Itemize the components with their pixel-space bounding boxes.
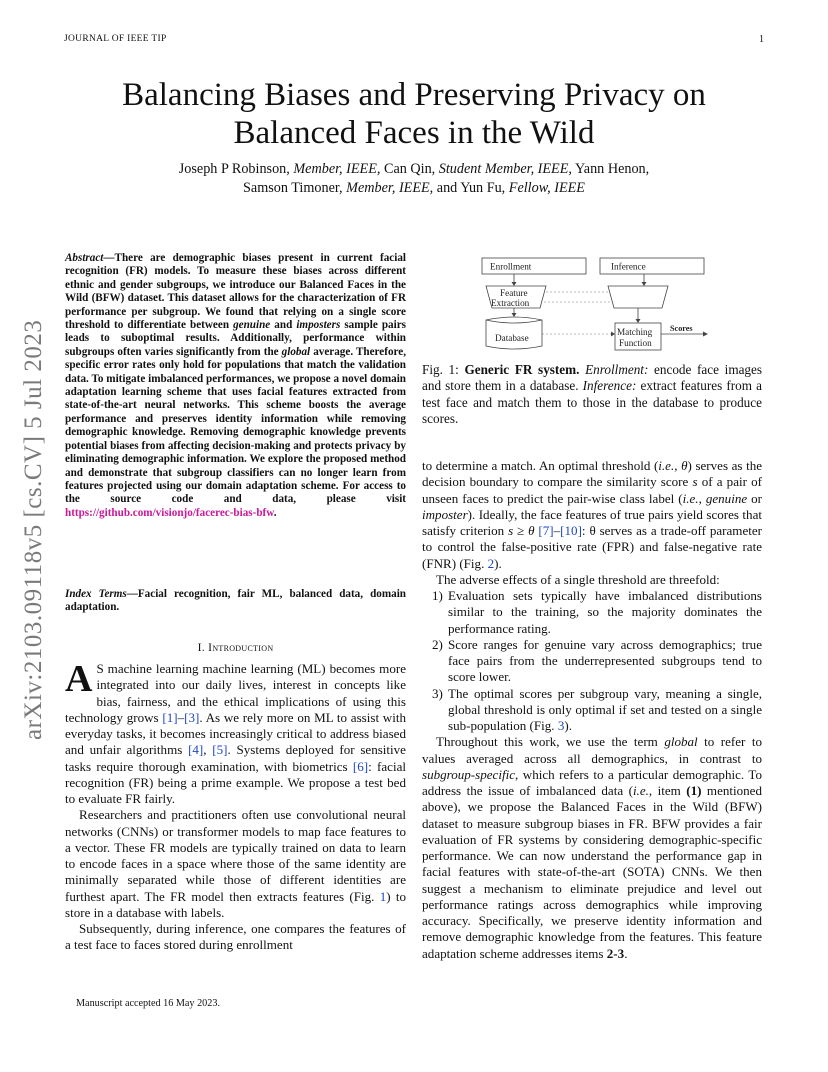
citation-link[interactable]: [7] bbox=[538, 523, 554, 538]
source-code-link[interactable]: https://github.com/visionjo/facerec-bias-bfw bbox=[65, 506, 274, 519]
citation-link[interactable]: [4] bbox=[188, 742, 204, 758]
extraction-label: Extraction bbox=[491, 298, 530, 308]
paper-title bbox=[64, 76, 764, 152]
author-role: Member, IEEE, bbox=[346, 180, 434, 196]
paragraph: A S machine learning machine learning (ML) becomes more integrated into our daily lives, interest in concepts like bias, fairness, and the ethical implications of using this technology grows [1]–[3]. As we rely more on ML to assist with everyday tasks, it becomes increasingly critical to address biased and unfair algorithms [4], [5]. Systems deployed for sensitive tasks require thorough examination, with biometrics [6]: facial recognition (FR) being a prime example. We propose a test bed to evaluate FR fairly. bbox=[65, 658, 407, 806]
figure-caption: Fig. 1: Generic FR system. Enrollment: encode face images and store them in a database. Inference: extract features from a test face and match them to those in the database to produce scores. bbox=[422, 362, 763, 426]
running-head: JOURNAL OF IEEE TIP bbox=[64, 34, 167, 44]
list-item: 2) Score ranges for genuine vary across demographics; true face pairs from the underrepresented subgroups tend to score lower. bbox=[432, 636, 762, 685]
author-role: Student Member, IEEE, bbox=[438, 161, 572, 177]
drop-cap: A bbox=[65, 658, 93, 700]
author-name: Yann Henon, bbox=[574, 161, 650, 177]
paragraph: Throughout this work, we use the term global to refer to values averaged across all demographics, in contrast to subgroup-specific, which refers to a particular demographic. To address the issue of imbalanced data (i.e., item (1) mentioned above), we propose the Balanced Faces in the Wild (BFW) dataset to measure subgroup biases in FR. BFW provides a fair evaluation of FR systems by considering demographic-specific performance. We can now understand the performance gap in facial features with state-of-the-art (SOTA) CNNs. We then suggest a mechanism to eliminate prejudice and level out performance ratings across demographics while improving accuracy. Specifically, we preserve identity information and remove demographic knowledge from the features. This feature adaptation scheme addresses items 2-3. bbox=[422, 734, 762, 961]
inference-label: Inference bbox=[611, 261, 646, 272]
citation-link[interactable]: [10] bbox=[560, 523, 582, 538]
intro-body-left bbox=[65, 658, 407, 954]
arxiv-stamp: arXiv:2103.09118v5 [cs.CV] 5 Jul 2023 bbox=[20, 319, 47, 740]
paragraph: The adverse effects of a single threshold are threefold: bbox=[436, 571, 720, 587]
feature-label: Feature bbox=[500, 288, 528, 298]
abstract: Abstract—There are demographic biases present in current facial recognition (FR) models. To measure these biases across different ethnic and gender subgroups, we introduce our Balanced Faces in the Wild (BFW) dataset. This dataset allows for the characterization of FR performance per subgroup. We found that relying on a single score threshold to differentiate between genuine and imposters sample pairs leads to suboptimal results. Additionally, performance within subgroups often varies significantly from the global average. Therefore, specific error rates only hold for populations that match the validation data. To mitigate imbalanced performances, we propose a novel domain adaptation learning scheme that uses facial features extracted from state-of-the-art neural networks. This scheme boosts the average performance and preserves identity information while removing demographic knowledge. Removing demographic knowledge prevents potential biases from affecting decision-making and protects privacy by eliminating demographic information. We explore the proposed method and demonstrate that subgroup classifiers can no longer learn from features projected using our domain adaptation scheme. For access to the source code and data, please visit https://github.com/visionjo/facerec-bias-bfw. bbox=[65, 252, 406, 519]
figure-ref-link[interactable]: 1 bbox=[379, 888, 387, 904]
index-terms: Index Terms—Facial recognition, fair ML, balanced data, domain adaptation. bbox=[65, 588, 406, 614]
index-terms-label: Index Terms bbox=[65, 588, 127, 600]
scores-label: Scores bbox=[670, 324, 693, 333]
title-line-2: Balanced Faces in the Wild bbox=[233, 115, 595, 151]
paragraph: Subsequently, during inference, one compares the features of a test face to faces stored during enrollment bbox=[65, 921, 406, 953]
citation-link[interactable]: [1] bbox=[162, 709, 178, 725]
citation-link[interactable]: [3] bbox=[184, 709, 200, 725]
author-name: Samson Timoner, bbox=[243, 180, 343, 196]
effects-list bbox=[422, 588, 762, 734]
paragraph: to determine a match. An optimal threshold (i.e., θ) serves as the decision boundary to compare the similarity score s of a pair of unseen faces to predict the pair-wise class label (i.e., genuine or imposter). Ideally, the face features of true pairs yield scores that satisfy criterion s ≥ θ [7]–[10]: θ serves as a trade-off parameter to control the false-positive rate (FPR) and false-negative rate (FNR) (Fig. 2). bbox=[422, 458, 763, 571]
author-name: Can Qin, bbox=[383, 161, 436, 177]
citation-link[interactable]: [6] bbox=[352, 758, 369, 774]
title-line-1: Balancing Biases and Preserving Privacy on bbox=[122, 77, 706, 113]
author-name: and Yun Fu, bbox=[436, 180, 506, 196]
citation-link[interactable]: [5] bbox=[212, 742, 228, 758]
author-list bbox=[64, 160, 764, 198]
author-role: Fellow, IEEE bbox=[508, 180, 585, 196]
page-number: 1 bbox=[759, 34, 764, 45]
function-label: Function bbox=[619, 338, 652, 348]
footnote: Manuscript accepted 16 May 2023. bbox=[76, 998, 220, 1009]
list-item: 1) Evaluation sets typically have imbalanced distributions similar to the training, so the majority dominates the performance rating. bbox=[432, 588, 762, 636]
figure-ref-link[interactable]: 2 bbox=[487, 555, 495, 571]
fr-system-diagram bbox=[480, 256, 712, 352]
paragraph: Researchers and practitioners often use convolutional neural networks (CNNs) or transformer models to map face features to a vector. These FR models are typically trained on data to learn to encode faces in a space where those of the same identity are minimally separated while those of different identities are furthest apart. The FR model then extracts features (Fig. 1) to store in a database with labels. bbox=[65, 807, 406, 920]
list-item: 3) The optimal scores per subgroup vary, meaning a single, global threshold is only optimal if set and tested on a single sub-population (Fig. 3). bbox=[432, 685, 762, 733]
section-heading: I. Introduction bbox=[197, 641, 274, 654]
figure-ref-link[interactable]: 3 bbox=[557, 718, 565, 733]
database-label: Database bbox=[495, 333, 529, 343]
feature-extraction-infer bbox=[608, 286, 668, 308]
enrollment-label: Enrollment bbox=[490, 261, 532, 272]
author-name: Joseph P Robinson, bbox=[178, 161, 290, 177]
author-role: Member, IEEE, bbox=[293, 161, 381, 177]
matching-label: Matching bbox=[617, 327, 653, 337]
abstract-label: Abstract bbox=[65, 252, 104, 264]
caption-label: Fig. 1: bbox=[422, 362, 459, 377]
intro-body-right bbox=[422, 458, 762, 962]
